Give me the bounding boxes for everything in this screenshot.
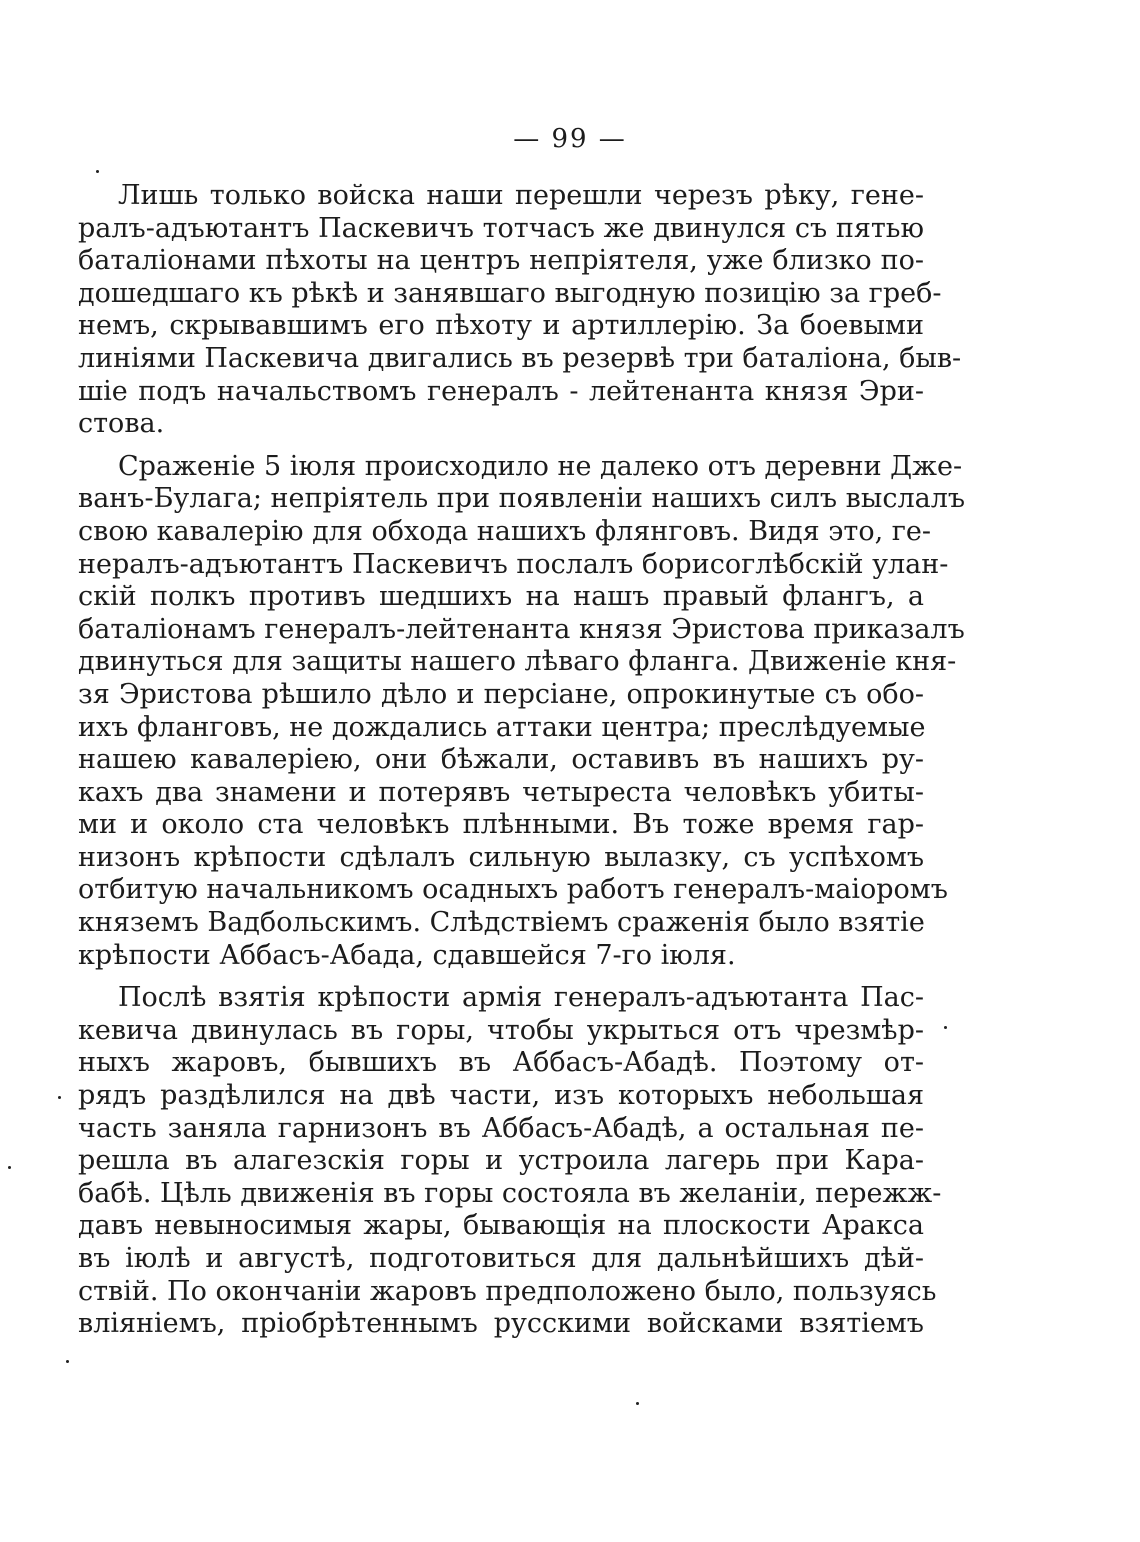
paragraph-2	[78, 450, 966, 973]
scan-speck	[66, 1360, 69, 1363]
scan-speck	[944, 1026, 947, 1029]
scan-speck	[58, 1096, 61, 1099]
text-line: линіями Паскевича двигались въ резервѣ три баталіона, быв-	[78, 342, 962, 374]
text-line: нералъ-адъютантъ Паскевичъ послалъ борисоглѣбскій улан-	[78, 548, 949, 580]
text-line: баталіонамъ генералъ-лейтенанта князя Эристова приказалъ	[78, 613, 965, 645]
text-line: въ іюлѣ и августѣ, подготовиться для дальнѣйшихъ дѣй-	[78, 1243, 924, 1274]
text-line: давъ невыносимыя жары, бывающія на плоскости Аракса	[78, 1210, 924, 1242]
text-line: отбитую начальникомъ осадныхъ работъ генералъ-маіоромъ	[78, 874, 948, 906]
body-text	[78, 180, 966, 1341]
text-line: ныхъ жаровъ, бывшихъ въ Аббасъ-Абадѣ. Поэтому от-	[78, 1047, 924, 1079]
text-line: княземъ Вадбольскимъ. Слѣдствіемъ сраженія было взятіе	[78, 907, 925, 939]
text-line: зя Эристова рѣшило дѣло и персіане, опрокинутые съ обо-	[78, 678, 924, 710]
text-line: кевича двинулась въ горы, чтобы укрыться отъ чрезмѣр-	[78, 1014, 924, 1046]
text-line: часть заняла гарнизонъ въ Аббасъ-Абадѣ, а остальная пе-	[78, 1112, 924, 1144]
text-line: ралъ-адъютантъ Паскевичъ тотчасъ же двинулся съ пятью	[78, 212, 924, 244]
text-line: кахъ два знамени и потерявъ четыреста человѣкъ убиты-	[78, 776, 924, 808]
scan-speck	[96, 170, 99, 173]
text-line: шіе подъ начальствомъ генералъ - лейтенанта князя Эри-	[78, 375, 924, 407]
text-line: решла въ алагезскія горы и устроила лагерь при Кара-	[78, 1145, 924, 1177]
text-line: ихъ фланговъ, не дождались аттаки центра; преслѣдуемые	[78, 711, 926, 743]
text-line: стова.	[78, 408, 165, 440]
text-line: немъ, скрывавшимъ его пѣхоту и артиллерію. За боевыми	[78, 310, 924, 342]
text-line: скій полкъ противъ шедшихъ на нашъ правый флангъ, а	[78, 581, 924, 613]
text-line: двинуться для защиты нашего лѣваго фланга. Движеніе кня-	[78, 646, 957, 678]
scan-speck	[636, 1402, 639, 1405]
text-line: ствій. По окончаніи жаровъ предположено было, пользуясь	[78, 1275, 937, 1307]
scan-speck	[8, 1166, 11, 1169]
paragraph-1	[78, 180, 962, 441]
text-line: бабѣ. Цѣль движенія въ горы состояла въ желаніи, пережж-	[78, 1177, 942, 1209]
text-line: баталіонами пѣхоты на центръ непріятеля, уже близко по-	[78, 245, 924, 277]
text-line: свою кавалерію для обхода нашихъ флянговъ. Видя это, ге-	[78, 515, 932, 547]
text-line: Лишь только войска наши перешли черезъ рѣку, гене-	[118, 180, 924, 211]
page-number: — 99 —	[513, 124, 627, 154]
text-line: крѣпости Аббасъ-Абада, сдавшейся 7-го іюля.	[78, 939, 736, 971]
text-line: вліяніемъ, пріобрѣтеннымъ русскими войсками взятіемъ	[78, 1308, 924, 1340]
text-line: ми и около ста человѣкъ плѣнными. Въ тоже время гар-	[78, 809, 924, 841]
text-line: Послѣ взятія крѣпости армія генералъ-адъютанта Пас-	[118, 982, 924, 1014]
text-line: ванъ-Булага; непріятель при появленіи нашихъ силъ выслалъ	[78, 483, 966, 515]
text-line: дошедшаго къ рѣкѣ и занявшаго выгодную позицію за греб-	[78, 277, 942, 309]
text-line: низонъ крѣпости сдѣлалъ сильную вылазку, съ успѣхомъ	[78, 841, 924, 873]
text-line: рядъ раздѣлился на двѣ части, изъ которыхъ небольшая	[78, 1080, 924, 1112]
paragraph-3	[78, 982, 942, 1341]
text-line: нашею кавалеріею, они бѣжали, оставивъ въ нашихъ ру-	[78, 744, 924, 776]
text-line: Сраженіе 5 іюля происходило не далеко отъ деревни Дже-	[118, 450, 963, 482]
